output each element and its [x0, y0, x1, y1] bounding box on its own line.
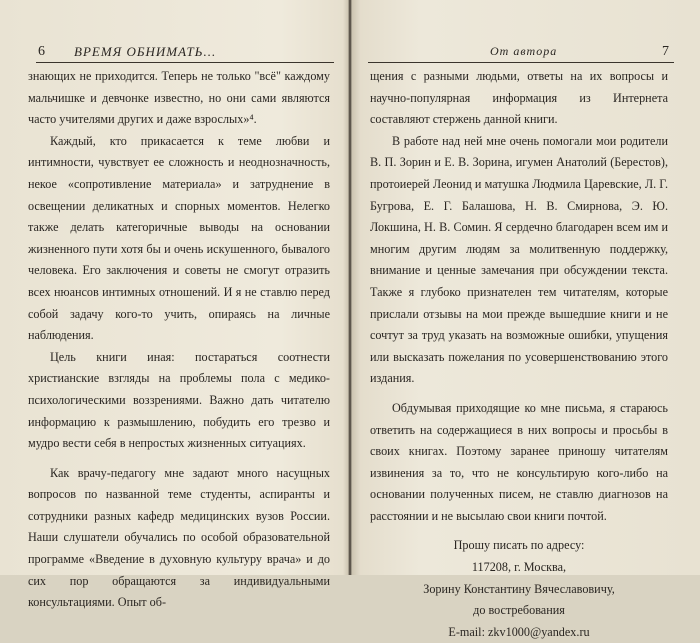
- address-line: Прошу писать по адресу:: [453, 538, 585, 553]
- paragraph: щения с разными людьми, ответы на их вопросы и научно-популярная информация из Интернета составляют стержень данной книги.: [370, 69, 668, 127]
- paragraph: Каждый, кто прикасается к теме любви и интимности, чувствует ее сложность и неоднозначность, некое «сопротивление материала» и затруднение в освещении деликатных и спорных моментов. Нелегко также делать категоричные выводы на основании жизненного пути хотя бы и очень искушенного, бывалого человека. Его заключения и советы не смогут отразить всех нюансов интимных отношений. И я не ставлю перед собой задачу кого-то учить, опираясь на личные наблюдения.: [28, 133, 330, 343]
- paragraph: В работе над ней мне очень помогали мои родители В. П. Зорин и Е. В. Зорина, игумен Анатолий (Берестов), протоиерей Леонид и матушка Людмила Царевские, Л. Г. Бугрова, Е. Г. Балашова, Н. В. Смирнова, Э. Ю. Локшина, Н. В. Сомин. Я сердечно благодарен всем им и многим другим людям за молитвенную поддержку, внимание и ценные замечания при обсуждении текста. Также я глубоко признателен тем читателям, которые прислали отзывы на мои прежде вышедшие книги и не сочтут за труд указать на возможные ошибки, упущения или высказать пожелания по усовершенствованию этого издания.: [370, 133, 668, 386]
- header-rule: [368, 62, 674, 63]
- right-page: [352, 0, 700, 639]
- running-title: ВРЕМЯ ОБНИМАТЬ...: [74, 44, 217, 59]
- page-number: 7: [662, 44, 670, 59]
- left-page-header: [38, 44, 330, 64]
- paragraph: Как врачу-педагогу мне задают много насущных вопросов по названной теме студенты, аспиранты и сотрудники разных кафедр медицинских вузов России. Наши слушатели обучались по особой образовательной программе «Введение в духовную культуру врача» и до сих пор обращаются за индивидуальными консультациями. Опыт об-: [28, 465, 330, 610]
- left-page: [0, 0, 348, 610]
- running-title: От автора: [490, 44, 558, 58]
- right-page-body: [370, 66, 668, 643]
- left-page-body: [28, 66, 330, 614]
- contact-address: [370, 535, 668, 643]
- paragraph: знающих не приходится. Теперь не только "всё" каждому мальчишке и девчонке известно, но они сами являются часто учителями других и даже взрослых»⁴.: [28, 69, 330, 127]
- address-line: до востребования: [473, 603, 565, 618]
- email-address: E-mail: zkv1000@yandex.ru: [448, 624, 590, 639]
- paragraph: Обдумывая приходящие ко мне письма, я стараюсь ответить на содержащиеся в них вопросы и просьбы в своих книгах. Поэтому заранее приношу читателям извинения за то, что не консультирую кого-либо на основании полученных писем, не ставлю диагнозов на расстоянии и не высылаю свои книги почтой.: [370, 400, 668, 523]
- right-page-header: [372, 44, 670, 64]
- address-line: Зорину Константину Вячеславовичу,: [423, 581, 615, 596]
- address-line: 117208, г. Москва,: [471, 560, 567, 575]
- header-rule: [36, 62, 334, 63]
- page-number: 6: [38, 44, 46, 59]
- paragraph: Цель книги иная: постараться соотнести христианские взгляды на проблемы пола с медико-психологическими воззрениями. Важно дать читателю информацию к размышлению, побудить его трезво и мудро вести себя в непростых жизненных ситуациях.: [28, 349, 330, 451]
